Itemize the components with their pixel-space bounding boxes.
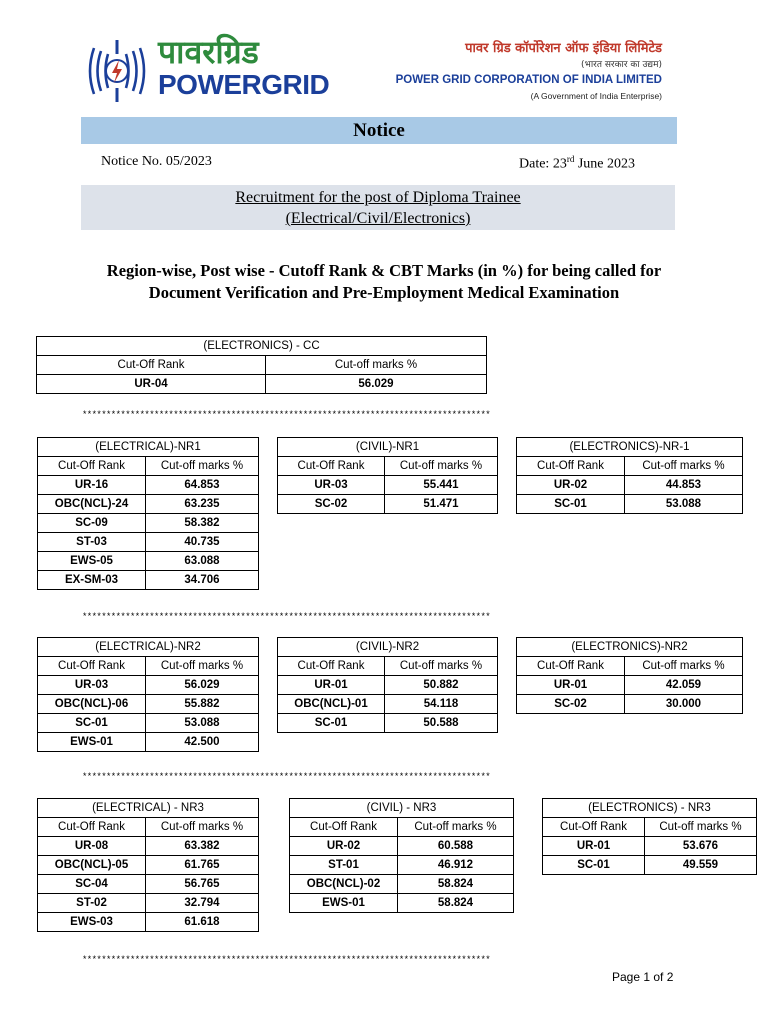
column-header-marks: Cut-off marks % (146, 818, 259, 837)
column-header-rank: Cut-Off Rank (278, 657, 385, 676)
table-title-row (517, 638, 743, 657)
table-title: (ELECTRONICS) - NR3 (543, 799, 757, 818)
table-row (38, 695, 259, 714)
cutoff-table-nr1-electronics (516, 437, 743, 514)
cutoff-rank: UR-02 (517, 476, 625, 495)
government-enterprise-english: (A Government of India Enterprise) (530, 91, 662, 101)
cutoff-marks: 63.235 (146, 495, 259, 514)
cutoff-rank: SC-02 (517, 695, 625, 714)
cutoff-marks: 61.765 (146, 856, 259, 875)
table-row (278, 676, 498, 695)
cutoff-marks: 61.618 (146, 913, 259, 932)
cutoff-marks: 63.382 (146, 837, 259, 856)
table-row (38, 552, 259, 571)
cutoff-rank: UR-16 (38, 476, 146, 495)
date-prefix: Date: 23 (519, 156, 567, 172)
table-row (38, 837, 259, 856)
cutoff-marks: 50.882 (385, 676, 498, 695)
column-header-marks: Cut-off marks % (645, 818, 757, 837)
column-header-rank: Cut-Off Rank (37, 356, 266, 375)
table-title: (CIVIL)-NR1 (278, 438, 498, 457)
column-header-rank: Cut-Off Rank (543, 818, 645, 837)
table-title-row (278, 438, 498, 457)
table-row (38, 514, 259, 533)
cutoff-rank: SC-02 (278, 495, 385, 514)
cutoff-marks: 53.088 (146, 714, 259, 733)
subject-band (81, 185, 675, 230)
table-title-row (38, 438, 259, 457)
table-title-row (517, 438, 743, 457)
cutoff-marks: 32.794 (146, 894, 259, 913)
table-title-row (37, 337, 487, 356)
cutoff-marks: 63.088 (146, 552, 259, 571)
cutoff-rank: EWS-03 (38, 913, 146, 932)
table-title-row (278, 638, 498, 657)
table-row (38, 533, 259, 552)
cutoff-rank: EWS-05 (38, 552, 146, 571)
table-title-row (290, 799, 514, 818)
cutoff-table-nr3-electrical (37, 798, 259, 932)
column-header-marks: Cut-off marks % (266, 356, 487, 375)
cutoff-marks: 58.824 (398, 875, 514, 894)
column-header-marks: Cut-off marks % (398, 818, 514, 837)
table-header-row (517, 457, 743, 476)
table-row (38, 714, 259, 733)
table-row (38, 733, 259, 752)
column-header-marks: Cut-off marks % (146, 457, 259, 476)
cutoff-marks: 53.088 (625, 495, 743, 514)
cutoff-rank: SC-04 (38, 875, 146, 894)
cutoff-marks: 54.118 (385, 695, 498, 714)
cutoff-marks: 56.765 (146, 875, 259, 894)
subject-line-2: (Electrical/Civil/Electronics) (285, 210, 471, 227)
cutoff-rank: EX-SM-03 (38, 571, 146, 590)
page-number: Page 1 of 2 (612, 970, 674, 984)
cutoff-marks: 40.735 (146, 533, 259, 552)
cutoff-rank: ST-02 (38, 894, 146, 913)
table-header-row (278, 457, 498, 476)
cutoff-marks: 55.441 (385, 476, 498, 495)
cutoff-marks: 42.059 (625, 676, 743, 695)
table-row (543, 856, 757, 875)
notice-number: Notice No. 05/2023 (101, 154, 212, 169)
date-suffix: June 2023 (574, 156, 635, 172)
table-row (37, 375, 487, 394)
column-header-rank: Cut-Off Rank (290, 818, 398, 837)
logo-english-text: POWERGRID (158, 69, 330, 100)
table-header-row (37, 356, 487, 375)
cutoff-marks: 51.471 (385, 495, 498, 514)
table-row (38, 894, 259, 913)
cutoff-rank: UR-03 (278, 476, 385, 495)
table-title: (ELECTRONICS)-NR2 (517, 638, 743, 657)
cutoff-rank: ST-03 (38, 533, 146, 552)
corporation-name-english: POWER GRID CORPORATION OF INDIA LIMITED (395, 74, 662, 86)
table-title-row (543, 799, 757, 818)
column-header-rank: Cut-Off Rank (278, 457, 385, 476)
table-title: (ELECTRONICS) - CC (37, 337, 487, 356)
cutoff-marks: 58.382 (146, 514, 259, 533)
cutoff-rank: UR-01 (543, 837, 645, 856)
table-header-row (290, 818, 514, 837)
cutoff-rank: OBC(NCL)-02 (290, 875, 398, 894)
separator-4: ************************************************************************************* (82, 955, 491, 965)
cutoff-marks: 55.882 (146, 695, 259, 714)
table-header-row (543, 818, 757, 837)
separator-2: ************************************************************************************* (82, 612, 491, 622)
cutoff-rank: UR-08 (38, 837, 146, 856)
table-row (38, 495, 259, 514)
cutoff-marks: 64.853 (146, 476, 259, 495)
cutoff-table-nr2-civil (277, 637, 498, 733)
table-title: (CIVIL) - NR3 (290, 799, 514, 818)
cutoff-table-nr2-electronics (516, 637, 743, 714)
cutoff-marks: 56.029 (146, 676, 259, 695)
cutoff-rank: SC-09 (38, 514, 146, 533)
cutoff-marks: 30.000 (625, 695, 743, 714)
column-header-rank: Cut-Off Rank (38, 657, 146, 676)
table-row (543, 837, 757, 856)
table-row (290, 856, 514, 875)
cutoff-rank: OBC(NCL)-05 (38, 856, 146, 875)
table-title: (CIVIL)-NR2 (278, 638, 498, 657)
cutoff-rank: EWS-01 (38, 733, 146, 752)
cutoff-marks: 49.559 (645, 856, 757, 875)
cutoff-table-nr1-electrical (37, 437, 259, 590)
table-header-row (278, 657, 498, 676)
table-title: (ELECTRICAL)-NR2 (38, 638, 259, 657)
table-row (290, 894, 514, 913)
table-row (278, 495, 498, 514)
cutoff-rank: UR-02 (290, 837, 398, 856)
table-title: (ELECTRICAL)-NR1 (38, 438, 259, 457)
logo-hindi-text: पावरग्रिड (158, 33, 259, 71)
cutoff-rank: SC-01 (517, 495, 625, 514)
table-title-row (38, 799, 259, 818)
table-row (38, 676, 259, 695)
heading-line-1: Region-wise, Post wise - Cutoff Rank & CBT Marks (in %) for being called for (106, 261, 662, 280)
cutoff-rank: OBC(NCL)-24 (38, 495, 146, 514)
corporation-name-hindi: पावर ग्रिड कॉर्पोरेशन ऑफ इंडिया लिमिटेड (465, 41, 662, 56)
cutoff-marks: 44.853 (625, 476, 743, 495)
table-row (38, 571, 259, 590)
notice-title: Notice (81, 117, 677, 144)
table-row (278, 714, 498, 733)
cutoff-rank: UR-04 (37, 375, 266, 394)
cutoff-rank: ST-01 (290, 856, 398, 875)
table-row (517, 495, 743, 514)
date-ordinal: rd (566, 154, 575, 164)
separator-1: ************************************************************************************* (82, 410, 491, 420)
cutoff-table-cc-electronics (36, 336, 487, 394)
table-title: (ELECTRONICS)-NR-1 (517, 438, 743, 457)
cutoff-rank: SC-01 (38, 714, 146, 733)
table-header-row (38, 457, 259, 476)
cutoff-table-nr3-civil (289, 798, 514, 913)
cutoff-table-nr1-civil (277, 437, 498, 514)
cutoff-marks: 58.824 (398, 894, 514, 913)
cutoff-rank: UR-01 (517, 676, 625, 695)
cutoff-marks: 56.029 (266, 375, 487, 394)
cutoff-rank: SC-01 (278, 714, 385, 733)
cutoff-rank: SC-01 (543, 856, 645, 875)
table-row (38, 913, 259, 932)
table-header-row (38, 818, 259, 837)
government-enterprise-hindi: (भारत सरकार का उद्यम) (581, 60, 662, 70)
column-header-rank: Cut-Off Rank (517, 457, 625, 476)
table-title-row (38, 638, 259, 657)
table-row (290, 875, 514, 894)
table-header-row (38, 657, 259, 676)
cutoff-rank: EWS-01 (290, 894, 398, 913)
subject-line-1: Recruitment for the post of Diploma Trainee (235, 189, 521, 206)
cutoff-marks: 42.500 (146, 733, 259, 752)
column-header-marks: Cut-off marks % (385, 657, 498, 676)
table-row (517, 676, 743, 695)
separator-3: ************************************************************************************* (82, 772, 491, 782)
cutoff-rank: UR-01 (278, 676, 385, 695)
table-row (517, 476, 743, 495)
table-row (38, 875, 259, 894)
table-row (278, 476, 498, 495)
column-header-rank: Cut-Off Rank (517, 657, 625, 676)
cutoff-marks: 50.588 (385, 714, 498, 733)
powergrid-logo-icon (84, 38, 150, 104)
notice-date (519, 154, 635, 173)
table-row (38, 856, 259, 875)
cutoff-marks: 60.588 (398, 837, 514, 856)
cutoff-marks: 34.706 (146, 571, 259, 590)
cutoff-table-nr3-electronics (542, 798, 757, 875)
column-header-marks: Cut-off marks % (146, 657, 259, 676)
cutoff-marks: 46.912 (398, 856, 514, 875)
table-header-row (517, 657, 743, 676)
cutoff-marks: 53.676 (645, 837, 757, 856)
cutoff-table-nr2-electrical (37, 637, 259, 752)
cutoff-rank: UR-03 (38, 676, 146, 695)
column-header-rank: Cut-Off Rank (38, 818, 146, 837)
cutoff-rank: OBC(NCL)-01 (278, 695, 385, 714)
column-header-marks: Cut-off marks % (385, 457, 498, 476)
heading-line-2: Document Verification and Pre-Employment Medical Examination (148, 283, 620, 302)
table-row (290, 837, 514, 856)
column-header-marks: Cut-off marks % (625, 457, 743, 476)
table-row (517, 695, 743, 714)
document-heading (40, 260, 728, 304)
cutoff-rank: OBC(NCL)-06 (38, 695, 146, 714)
column-header-rank: Cut-Off Rank (38, 457, 146, 476)
table-row (278, 695, 498, 714)
column-header-marks: Cut-off marks % (625, 657, 743, 676)
table-title: (ELECTRICAL) - NR3 (38, 799, 259, 818)
table-row (38, 476, 259, 495)
